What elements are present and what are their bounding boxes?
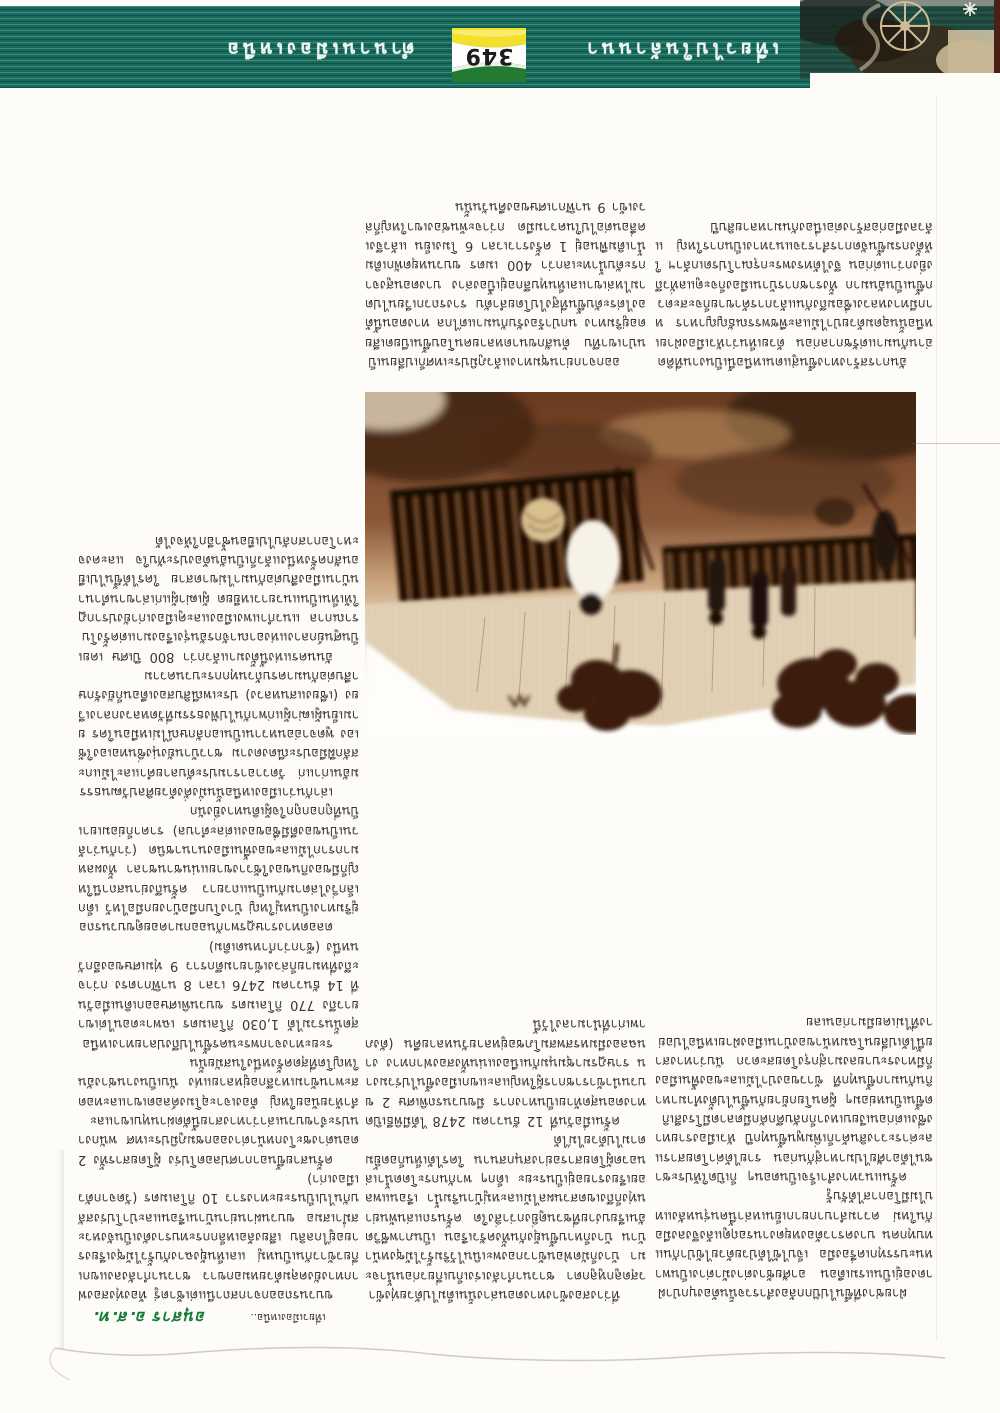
scan-edge-shadow [936, 95, 937, 1340]
body-paragraph: ครั้นสายขึ้นอากาศปลอดโปร่ง ผู้โดยสารทั้ง 2 ตอนต่างชะโงกหน้าต่างออกชมภูมิประเทศ พนักงานประจำขบวนเล่าว่าทางสายนี้ตัดผ่านหุบเขาและลำห้วยน้อยใหญ่ ต้องเจาะอุโมงค์ลอดเขาและทอดสะพานข้ามเหวลึกอยู่หลายแห่ง นับเป็นงานช่างอันใหญ่โตที่สุดครั้งหนึ่งในสมัยนั้น [78, 1054, 359, 1167]
text-column-right-upper [655, 101, 933, 371]
paper-crease-line [912, 443, 1000, 444]
text-column-middle-upper [365, 101, 646, 371]
article-photograph [365, 392, 916, 735]
banner-title-right: เที่ยวไปในล้านนา [583, 38, 779, 60]
banner-photo-collage [800, 0, 1000, 79]
body-paragraph: ขบวนรถออกจากสถานีแต่เช้าตรู่ ท้องทุ่งสองฟากทางยังคลุมด้วยหมอกขาว ชาวนากำลังลงแขกเกี่ยวข้าวกันเป็นหมู่ แลเห็นยุ้งฉางกับรั้วไม้ซุงเรียงรายอยู่ไกลลิบ เสียงล้อเหล็กกระทบรางดังเป็นจังหวะสม่ำเสมอ ขบวนผ่านย่านบ้านเรือนและป่าโปร่งสลับกันไปเป็นระยะทางราว 10 กิโลเมตร (วัดจากตัวเมืองเก่า) [78, 1170, 359, 1302]
banner-right-gap [810, 73, 1000, 95]
body-paragraph: ระยะทางจากพระนครขึ้นไปถึงปลายทางเหนือสุดนั้นรวมได้ 1,030 กิโลเมตร เฉพาะตอนไต่เขายาวถึง 770 กิโลเมตร ขบวนพิเศษออกเดินเมื่อวันที่ 14 ธันวาคม 2476 เวลา 8 นาฬิกาตรง กว่าจะถึงที่หมายก็ล่วงเข้ายามดึกราว 9 ทุ่มเศษของอีกวันหนึ่ง (ช้ากว่ากำหนดเดิม) [78, 938, 359, 1051]
body-paragraph: ครั้นแนวทางสำเร็จเป็นตอนๆ ก็เปิดให้ประชาชนได้อาศัยไปมาหาสู่กันก่อน รายได้ค่าโดยสารและค่าระวางสินค้าก็เพิ่มพูนขึ้นทุกปี หัวเมืองรายทางซึ่งแต่ก่อนเงียบเหงาก็กลับคึกคักมีตลาดมีโรงสีเกิดขึ้นเป็นหย่อมๆ ผู้คนโยกย้ายกันขึ้นไปตั้งทำมาหากินกันมากขึ้นทุกที ข้าวของป่าไม้และของพื้นเมืองก็มีทางระบายลงมาสู่กรุงโดยสะดวก นับว่าทางสายนี้ได้เปลี่ยนโฉมหน้าของบ้านเมืองฝ่ายเหนือไปอย่างที่ไม่เคยมีมาก่อนเลย [655, 1014, 933, 1184]
text-column-left [78, 101, 359, 1304]
sparkle-icon [963, 2, 977, 16]
body-paragraph: ที่ว่างสองข้างทางตอนล่างนั้นเต็มไปด้วยทุ่งข้าวสุดลูกหูลูกตา ชาวนากำลังเร่งเก็บเกี่ยวก่อนน้ำจะมา บ้างก็มัดฟ่อนข้าวกองพะเนินไว้ริมรั้วไม้ซุงหน้าบ้าน บ้างก็หาบขึ้นยุ้งกันทั้งครัวเรือน เป็นภาพชีวิตอันเรียบง่ายที่ชวนดูยิ่งกว่าสิ่งใด ครั้นรถแล่นพ้นย่านทุ่งก็ถึงเขตสวนผลไม้และหมู่บ้านริมน้ำ เรือนแพลอยเรียงรายอยู่เป็นระยะ เด็กๆ พากันกระโดดน้ำเล่นอวดผู้โดยสารอย่างสนุกสนาน ใครได้เห็นก็อดยิ้มตามไปด้วยไม่ได้ [365, 1132, 646, 1302]
page-number: 349 [464, 43, 514, 68]
body-paragraph: ตลอดทางราษฎรพากันออกมาคอยดูขบวนรถอยู่ริมทางเป็นหมู่ใหญ่ บ้างโบกมือบ้างยกมือไหว้ เด็กเล็กวิ่งไล่ตามกันเป็นแถวยาว ครั้นถึงย่านสถานีใหญ่ก็มีของกินของใช้วางขายแน่นชานชาลา ทั้งผลหมากรากไม้และของพื้นเมืองนานาชนิด (ว่ากันว่าล้วนเป็นของดีมีชื่อของแต่ละตำบล) ราคาก็ย่อมเยาเป็นที่ถูกอกถูกใจผู้เดินทางยิ่งนัก [78, 803, 359, 935]
text-column-right-lower [655, 742, 933, 1302]
body-paragraph: ครั้นเมื่อวันที่ 12 ธันวาคม 2478 ได้มีพิธีเปิดทางตอนสุดท้ายเป็นทางการ มีขบวนรถพิเศษ 2 ขบวนนำข้าราชการผู้ใหญ่และแขกเมืองขึ้นไปร่วมงาน ราษฎรมาชุมนุมกันเนืองแน่นทั้งสองฟากทาง งานฉลองมีมหรสพสมโภชอยู่หลายวันหลายคืน (ดังภาพเก่าที่นำมาลงไว้นี้ [365, 1016, 646, 1128]
footer-note: เที่ยวเมืองเหนือ.. [250, 1311, 326, 1323]
torn-paper-edge [0, 1326, 1000, 1386]
body-paragraph: อันนครแห่งนี้ตั้งมาแล้วกว่า 800 ปีเศษ เคยเป็นศูนย์กลางแห่งอาณาจักรอันรุ่งเรืองมาแต่ครั้งโบราณกาล แนวกำแพงเมืองและคูเมืองเก่ายังปรากฏให้เห็นเป็นแนวยาวเหยียด ผู้เฒ่าผู้แก่เล่าขานตำนานบ้านเมืองสืบต่อกันมาไม่ขาดสาย ใครได้ขึ้นไปเยือนสักครั้งหนึ่งแล้วก็เป็นอันต้องประทับใจ และคงจะหาโอกาสกลับไปเยือนซ้ำอีกให้จงได้ [78, 532, 359, 664]
page-number-badge [452, 28, 526, 82]
cart-wheel-icon [881, 2, 929, 50]
magazine-logotype: อนุสาร อ.ส.ท. [92, 1308, 206, 1327]
body-paragraph: เล่ากันว่าเมืองเหนือนั้นมั่งคั่งด้วยศิลปวัฒนธรรมอันเก่าแก่ วัดวาอารามประดับลายคำและไม้แกะสลักฝีมือประณีตงดงาม ชาวบ้านยังนุ่งซิ่นทอเองใช้เอง พูดจาอ่อนหวานเป็นเอกลักษณ์ไม่เหมือนใคร ยามเย็นผู้เฒ่าผู้แก่พากันไปฟังธรรมที่วัดหลวงกลางเวียง (เชียงแสนหลวง) ประเพณีสิบสองเดือนก็ยังรักษาสืบต่อกันมาครบถ้วนทุกกระบวนความ [78, 668, 359, 800]
body-paragraph: ออกจากย่านชุมทางแล้วภูมิประเทศก็เปลี่ยนเป็นป่าเขาทึบ ต้นสักขนาดหลายคนโอบขึ้นเบียดเสียดอยู่ริมทาง นกป่าร้องรับกันมาแต่ไกล ทางตอนนี้ต้องไต่ระดับขึ้นที่สูงไปโดยลำดับ รางรถวกเวียนไปตามไหล่เขาแลเห็นหุบลึกอยู่เบื้องล่าง บางตอนสูงจากระดับน้ำทะเลกว่า 400 เมตร ขบวนหยุดพักเติมน้ำเติมฟืนอยู่ 1 ครั้งราวเวลา 6 โมงเย็น แล้วจึงเคลื่อนต่อไปในความมืด กว่าจะพ้นช่องเขาใหญ่ก็ล่วงเข้า 9 นาฬิกาเศษของคืนวันนั้น [365, 199, 646, 369]
text-column-middle-lower [365, 742, 646, 1304]
page-curl-shadow [58, 1150, 64, 1350]
body-paragraph: ฝ่ายช่างที่ขึ้นไปปักกล้องสำรวจนั้นต้องบุกป่าฝ่าดงอยู่เป็นแรมเดือน อาศัยช้างต่างม้าต่างเป็นพาหนะบรรทุกเครื่องมือ เจ็บไข้ได้ป่วยด้วยไข้ป่ากันแทบทุกคน บางคราวต้องหยุดงานรอฤดูแล้งจึงลงมือกันใหม่ ความลำบากยากเย็นเหล่านี้คนรุ่นหลังแทบไม่มีโอกาสได้รับรู้ [655, 1188, 933, 1300]
body-paragraph: อันการสร้างทางขึ้นสู่แดนเหนือนี้เป็นงานที่คิดอ่านกันมาแต่รัชกาลก่อน ด้วยเห็นว่าหัวเมืองฝ่ายเหนือนั้นอุดมด้วยป่าไม้และพืชพรรณธัญญาหาร หากมีทางหลวงเชื่อมถึงกันแล้วการค้าขายก็จะสะดวกขึ้นเป็นอันมาก ทั้งราชการบ้านเมืองก็จะดูแลทั่วถึงยิ่งกว่าแต่ก่อน จึงได้ทรงพระกรุณาโปรดเกล้าฯ ให้ตั้งกรมขึ้นจัดการสำรวจแนวทางเป็นการใหญ่ แล้วลงมือก่อสร้างต่อเนื่องกันมาหลายสิบปี [655, 218, 933, 369]
banner-title-left: ตำนานเมืองเหนือ [223, 38, 415, 60]
